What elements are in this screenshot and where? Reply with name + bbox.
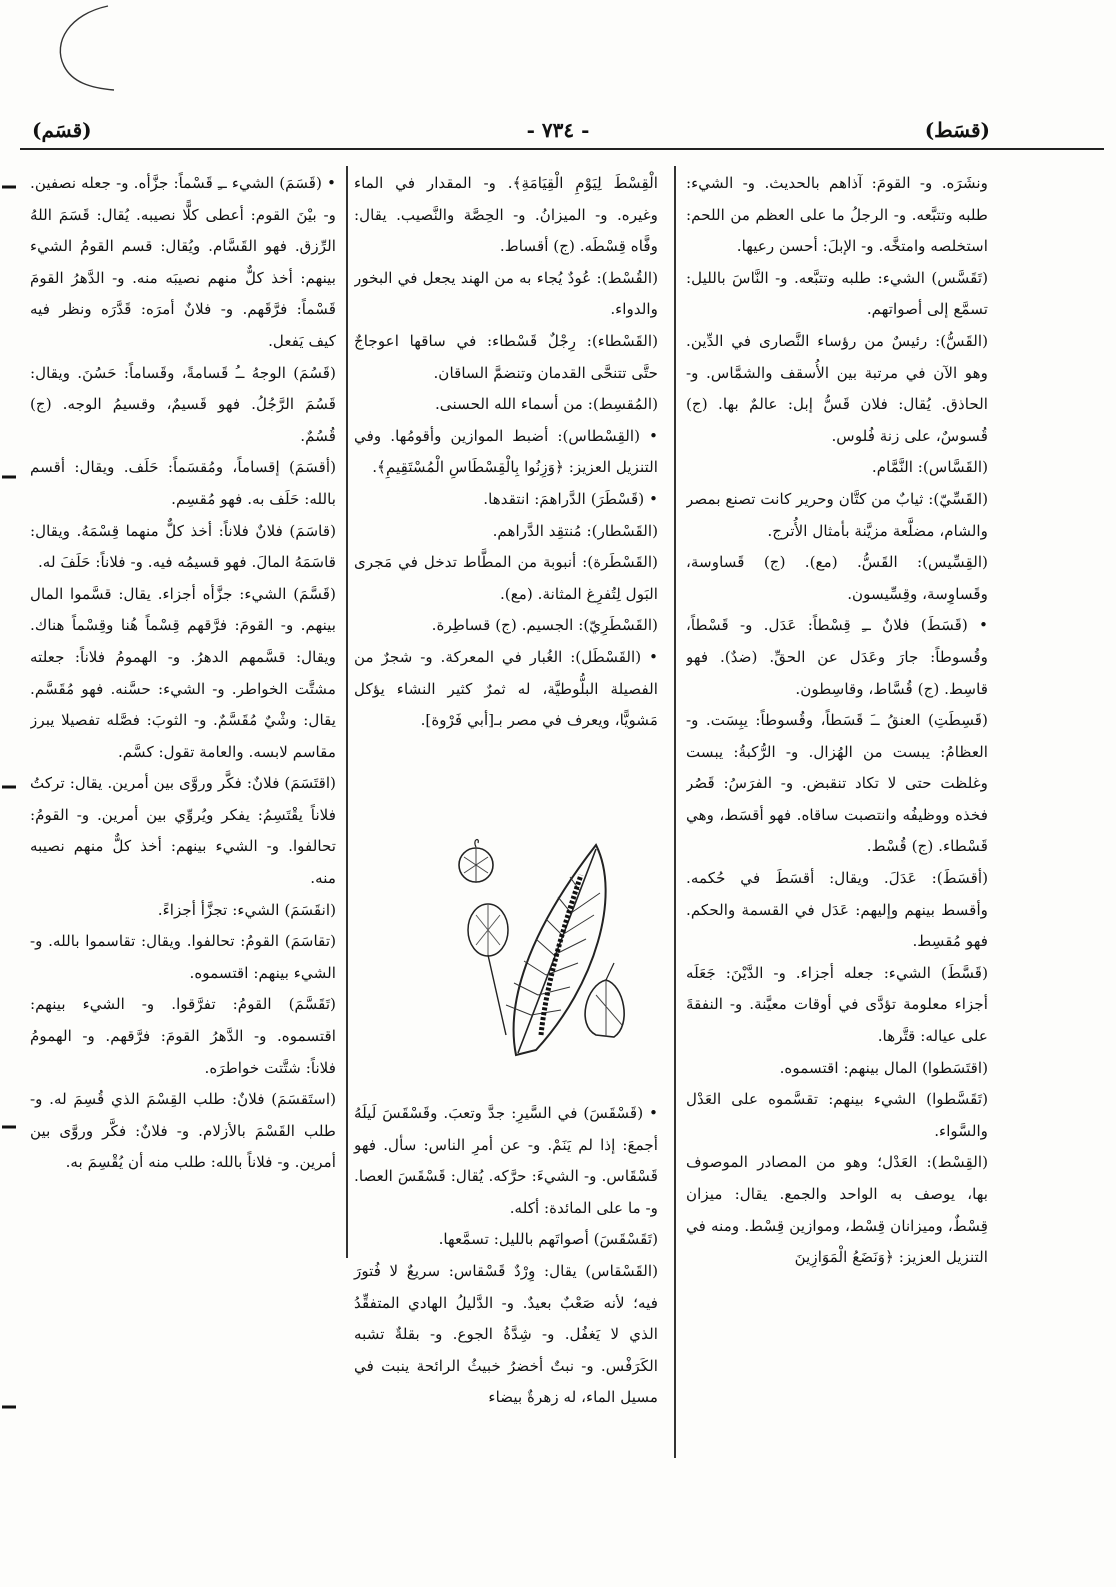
entry-paragraph: • (قَسَطَ) فلانٌ ــِ قِسْطاً: عَدَل. و- قَسْطاً، وقُسوطاً: جارَ وعَدَل عن الحقِّ. (ضدٌ). فهو قاسِط. (ج) قُسَّاط، وقاسِطون. bbox=[686, 616, 988, 698]
entry-paragraph: (القَسْطَرِيّ): الجسيم. (ج) قساطِرة. bbox=[431, 616, 658, 635]
entry-paragraph: (أقسَمَ) إقساماً، ومُقسَماً: حَلَف. ويقال: أقسم بالله: حَلَف به. فهو مُقسِم. bbox=[30, 458, 336, 508]
entry-paragraph: (تَقَسَّس) الشيء: طلبه وتتبَّعه. و- النَّاسَ بالليل: تسمَّع إلى أصواتهم. bbox=[686, 268, 988, 319]
column-right bbox=[686, 168, 988, 1458]
corner-arc-mark bbox=[30, 2, 120, 92]
page-number: - ٧٣٤ - bbox=[526, 118, 590, 142]
entry-paragraph: (القَسْطاء): رِجْلٌ قَسْطاء: في ساقها اعوجاجٌ حتَّى تتنحَّى القدمان وتنضمَّ الساقان. bbox=[354, 331, 658, 382]
dictionary-columns bbox=[28, 158, 1096, 1458]
column-divider-right bbox=[674, 166, 676, 1458]
entry-paragraph: (استَقسَمَ) فلانٌ: طلب القِسْمَ الذي قُسِمَ له. و- طلب القَسْمَ بالأزلام. و- فلانٌ: فكَّر وروَّى بين أمرين. و- فلاناً بالله: طلب منه أن يُقْسِمَ به. bbox=[30, 1090, 336, 1172]
column-divider-left bbox=[346, 166, 348, 1258]
header-right-word: (قسَط) bbox=[924, 118, 990, 142]
margin-tick-mark bbox=[2, 1122, 16, 1132]
header-left-word: (قسَم) bbox=[32, 118, 92, 142]
entry-paragraph: الْقِسْطَ لِيَوْمِ الْقِيَامَةِ﴾. و- المقدار في الماء وغيره. و- الميزانُ. و- الحِصَّة والنَّصيب. يقال: وفَّاه قِسْطَه. (ج) أقساط. bbox=[354, 174, 658, 256]
entry-paragraph: (القَسِّيّ): ثيابٌ من كتَّان وحرير كانت تصنع بمصر والشام، مضلَّعة مزيَّنة بأمثال الأُترج. bbox=[686, 489, 988, 540]
entry-paragraph: (القِسِّيس): القَسُّ. (مع). (ج) قَساوسة، وقَساوِسة، وقِسِّيسون. bbox=[686, 553, 988, 603]
header-rule bbox=[20, 148, 1104, 150]
entry-paragraph: (القِسْط): العَدْل؛ وهو من المصادر الموصوف بها، يوصف به الواحد والجمع. يقال: ميزان قِسْطٌ، وميزانان قِسْط، وموازين قِسْط. ومنه في التنزيل العزيز: ﴿وَنَضَعُ الْمَوَازِينَ bbox=[686, 1153, 988, 1267]
column-middle-lower bbox=[354, 1098, 658, 1414]
margin-tick-mark bbox=[2, 1402, 16, 1412]
entry-paragraph: (اقتَسَطوا) المال بينهم: اقتسموه. bbox=[779, 1058, 988, 1077]
page-header bbox=[18, 118, 1098, 148]
entry-paragraph: ونشَرَه. و- القومَ: آذاهم بالحديث. و- الشيء: طلبه وتتبَّعه. و- الرجلُ ما على العظم من اللحم: استخلصه وامتخَّه. و- الإبلَ: أحسن رعيها. bbox=[686, 174, 988, 256]
entry-paragraph: (القُسْط): عُودٌ يُجاء به من الهند يجعل في البخور والدواء. bbox=[354, 268, 658, 319]
entry-paragraph: (القَسْطَرة): أنبوبة من المطَّاط تدخل في مَجرى البَول لِتُفرِغ المثانة. (مع). bbox=[354, 553, 658, 603]
entry-paragraph: (قَسَّمَ) الشيء: جزَّأه أجزاء. يقال: قسَّموا المال بينهم. و- القومَ: فرَّقهم قِسْماً هُنا وقِسْماً هناك. ويقال: قسَّمهم الدهرُ. و- الهمومُ فلاناً: جعلته مشتَّت الخواطر. و- الشيء: حسَّنه. فهو مُقَسَّم. يقال: وشْيٌ مُقَسَّمٌ. و- الثوبَ: فصَّله تفصيلا يبرز مقاسم لابسه. والعامة تقول: كسَّم. bbox=[30, 584, 336, 761]
entry-paragraph: (قاسَمَ) فلانٌ فلاناً: أخذ كلٌّ منهما قِسْمَهُ. ويقال: قاسَمَهُ المالَ. فهو قسيمُه فيه. و- فلاناً: حَلَفَ له. bbox=[30, 521, 336, 572]
column-left bbox=[30, 168, 336, 1458]
entry-paragraph: • (القِسْطاس): أضبط الموازين وأقومُها. وفي التنزيل العزيز: ﴿وَزِنُوا بِالْقِسْطَاسِ الْمُسْتَقِيمِ﴾. bbox=[354, 426, 658, 477]
entry-paragraph: (تَقَسَّطوا) الشيء بينهم: تقسَّموه على العَدْل والسَّواء. bbox=[686, 1090, 988, 1140]
entry-paragraph: (قَسِطَتِ) العنقُ ــَ قَسَطاً، وقُسوطاً: يبِسَت. و- العظامُ: يبست من الهُزال. و- الرُّكبةُ: يبست وغلظت حتى لا تكاد تنقبض. و- الفرَسُ: قَصُر فخذه ووظيفُه وانتصبت ساقاه. فهو أقسَط، وهي قَسْطاء. (ج) قُسْط. bbox=[686, 711, 988, 856]
margin-tick-mark bbox=[2, 182, 16, 192]
entry-paragraph: (اقتَسَمَ) فلانٌ: فكَّر وروَّى بين أمرين. يقال: تركتُ فلاناً يقْتَسِمُ: يفكر ويُروِّي بين أمرين. و- القومُ: تحالفوا. و- الشيء بينهم: أخذ كلٌّ منهم نصيبه منه. bbox=[30, 774, 336, 888]
entry-paragraph: (القَسَّاس): النَّمَّام. bbox=[871, 458, 988, 477]
entry-paragraph: (القَسُّ): رئيسٌ من رؤساء النَّصارى في الدِّين. وهو الآن في مرتبة بين الأُسقف والشمَّاس. و- الحاذق. يُقال: فلان قَسُّ إبل: عالمٌ بها. (ج) قُسوسٌ، على زنة فُلوس. bbox=[686, 331, 988, 445]
entry-paragraph: • (القَسْطَل): الغُبار في المعركة. و- شجرٌ من الفصيلة البلُّوطيَّة، له ثمرٌ كثير النشاء يؤكل مَشويًّا، ويعرف في مصر بـ[أبي فَرْوة]. bbox=[354, 647, 658, 730]
entry-paragraph: (القَسْطار): مُنتقِد الدَّراهم. bbox=[492, 521, 658, 540]
entry-paragraph: (القَسْقاس) يقال: وِرْدٌ قَسْقاس: سريعٌ لا فُتورَ فيه؛ لأنه صَعْبٌ بعيدٌ. و- الدَّليلُ الهادي المتفقِّدُ الذي لا يَغفُل. و- شِدَّةُ الجوع. و- بقلةٌ تشبه الكَرَفْس. و- نبتٌ أخضرُ خبيثُ الرائحة ينبت في مسيل الماء، له زهرةٌ بيضاء bbox=[354, 1261, 658, 1407]
column-middle bbox=[354, 168, 658, 850]
entry-paragraph: • (قَسْطَرَ) الدَّراهمَ: انتقدها. bbox=[483, 489, 658, 508]
entry-paragraph: (المُقسِط): من أسماء الله الحسنى. bbox=[434, 395, 658, 414]
entry-paragraph: (تَقَسَّمَ) القومُ: تفرَّقوا. و- الشيء بينهم: اقتسموه. و- الدَّهرُ القومَ: فرَّقهم. و- الهمومُ فلاناً: شتَّتت خواطرَه. bbox=[30, 995, 336, 1077]
entry-paragraph: • (قَسَمَ) الشيء ــِ قَسْماً: جزَّأه. و- جعله نصفين. و- بيْنَ القوم: أعطى كلًّا نصيبه. يُقال: قَسَمَ اللهُ الرِّزق. فهو القَسَّام. ويُقال: قسم القومُ الشيء بينهم: أخذ كلٌّ منهم نصيبَه منه. و- الدَّهرُ القومَ قَسْماً: فرَّقَهم. و- فلانٌ أمرَه: قَدَّرَه ونظر فيه كيف يَفعل. bbox=[30, 174, 336, 350]
entry-paragraph: (تقاسَمَ) القومُ: تحالفوا. ويقال: تقاسموا بالله. و- الشيء بينهم: اقتسموه. bbox=[30, 932, 336, 982]
entry-paragraph: (قَسُمَ) الوجهُ ــُ قَسامةً، وقَساماً: حَسُنَ. ويقال: قَسُمَ الرَّجُلُ. فهو قَسيمٌ، وقسيمُ الوجه. (ج) قُسُمٌ. bbox=[30, 363, 336, 445]
entry-paragraph: • (قَسْقَسَ) في السَّيرِ: جدَّ وتعبَ. وقَسْقَسَ لَيلَهُ أجمعَ: إذا لم يَنَمْ. و- عن أمرِ الناس: سأل. فهو قَسْقَاس. و- الشيءَ: حرَّكه. يُقال: قَسْقَسَ العصا. و- ما على المائدة: أكله. bbox=[354, 1104, 658, 1217]
entry-paragraph: (تَقَسْقَسَ) أصواتَهم بالليل: تسمَّعها. bbox=[438, 1230, 658, 1249]
margin-tick-mark bbox=[2, 472, 16, 482]
entry-paragraph: (أقسَطَ): عَدَلَ. ويقال: أقسَطَ في حُكمه. وأقسط بينهم وإليهم: عَدَل في القسمة والحكم. فهو مُقسِط. bbox=[686, 869, 988, 951]
entry-paragraph: (قَسَّطَ) الشيء: جعله أجزاء. و- الدَّيْنَ: جَعَلَه أجزاء معلومة تؤدَّى في أوقات معيَّنة. و- النفقةَ على عياله: قتَّرها. bbox=[686, 963, 988, 1046]
margin-tick-mark bbox=[2, 782, 16, 792]
entry-paragraph: (انقَسَمَ) الشيء: تجزَّأ أجزاءً. bbox=[157, 900, 336, 919]
chestnut-plant-drawing-icon bbox=[446, 835, 656, 1060]
